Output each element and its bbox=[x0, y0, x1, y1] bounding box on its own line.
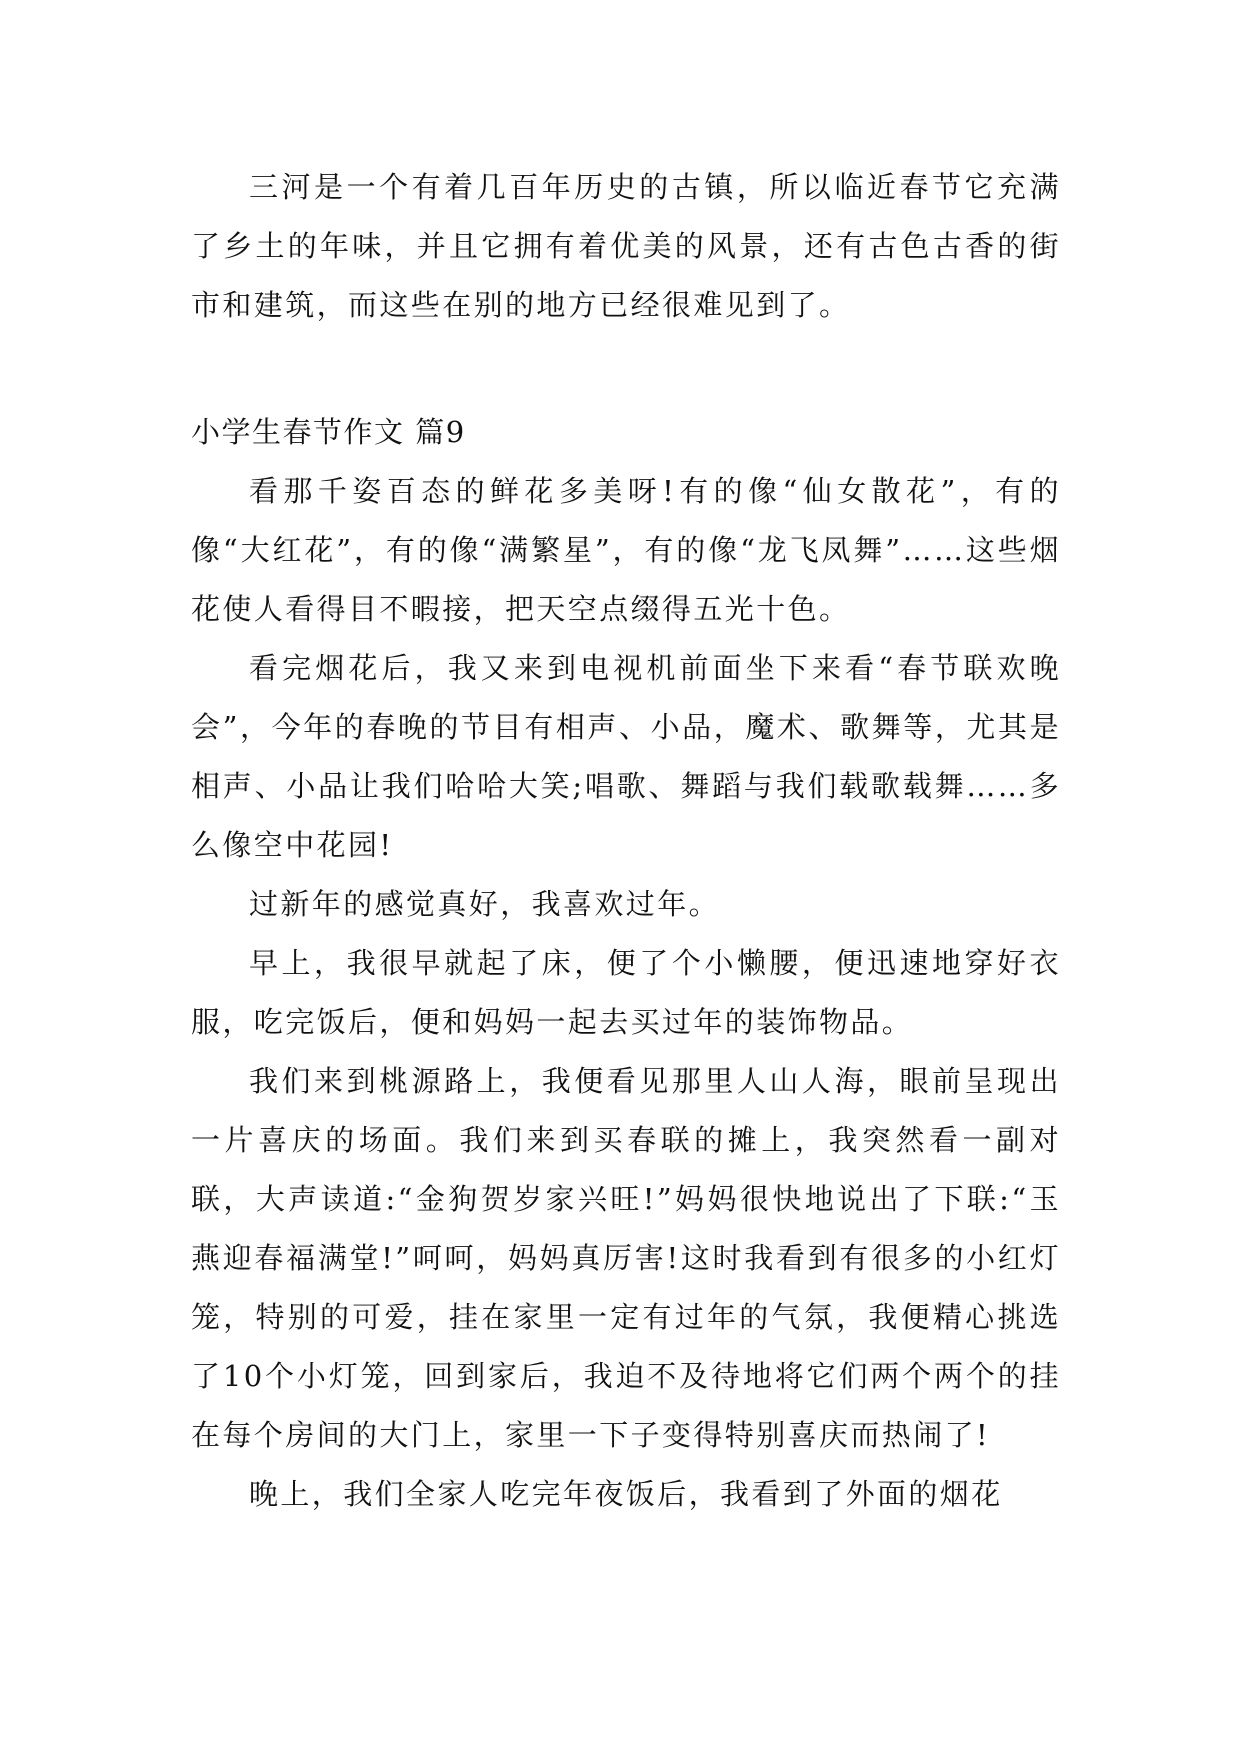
document-body bbox=[191, 158, 1061, 1524]
paragraph-morning: 早上，我很早就起了床，便了个小懒腰，便迅速地穿好衣服，吃完饭后，便和妈妈一起去买过年的装饰物品。 bbox=[191, 946, 1061, 1039]
paragraph-fireworks: 看那千姿百态的鲜花多美呀!有的像“仙女散花”，有的像“大红花”，有的像“满繁星”，有的像“龙飞凤舞”……这些烟花使人看得目不暇接，把天空点缀得五光十色。 bbox=[191, 474, 1061, 626]
paragraph-gala: 看完烟花后，我又来到电视机前面坐下来看“春节联欢晚会”，今年的春晚的节目有相声、小品，魔术、歌舞等，尤其是相声、小品让我们哈哈大笑;唱歌、舞蹈与我们载歌载舞……多么像空中花园! bbox=[191, 651, 1061, 862]
paragraph-evening: 晚上，我们全家人吃完年夜饭后，我看到了外面的烟花 bbox=[249, 1477, 1003, 1511]
paragraph-market: 我们来到桃源路上，我便看见那里人山人海，眼前呈现出一片喜庆的场面。我们来到买春联的摊上，我突然看一副对联，大声读道:“金狗贺岁家兴旺!”妈妈很快地说出了下联:“玉燕迎春福满堂!”呵呵，妈妈真厉害!这时我看到有很多的小红灯笼，特别的可爱，挂在家里一定有过年的气氛，我便精心挑选了10个小灯笼，回到家后，我迫不及待地将它们两个两个的挂在每个房间的大门上，家里一下子变得特别喜庆而热闹了! bbox=[191, 1064, 1061, 1452]
section-gap bbox=[191, 335, 1061, 403]
intro-paragraph: 三河是一个有着几百年历史的古镇，所以临近春节它充满了乡土的年味，并且它拥有着优美的风景，还有古色古香的街市和建筑，而这些在别的地方已经很难见到了。 bbox=[191, 170, 1061, 322]
section-title: 小学生春节作文 篇9 bbox=[191, 415, 466, 449]
paragraph-new-year-feeling: 过新年的感觉真好，我喜欢过年。 bbox=[249, 887, 721, 921]
